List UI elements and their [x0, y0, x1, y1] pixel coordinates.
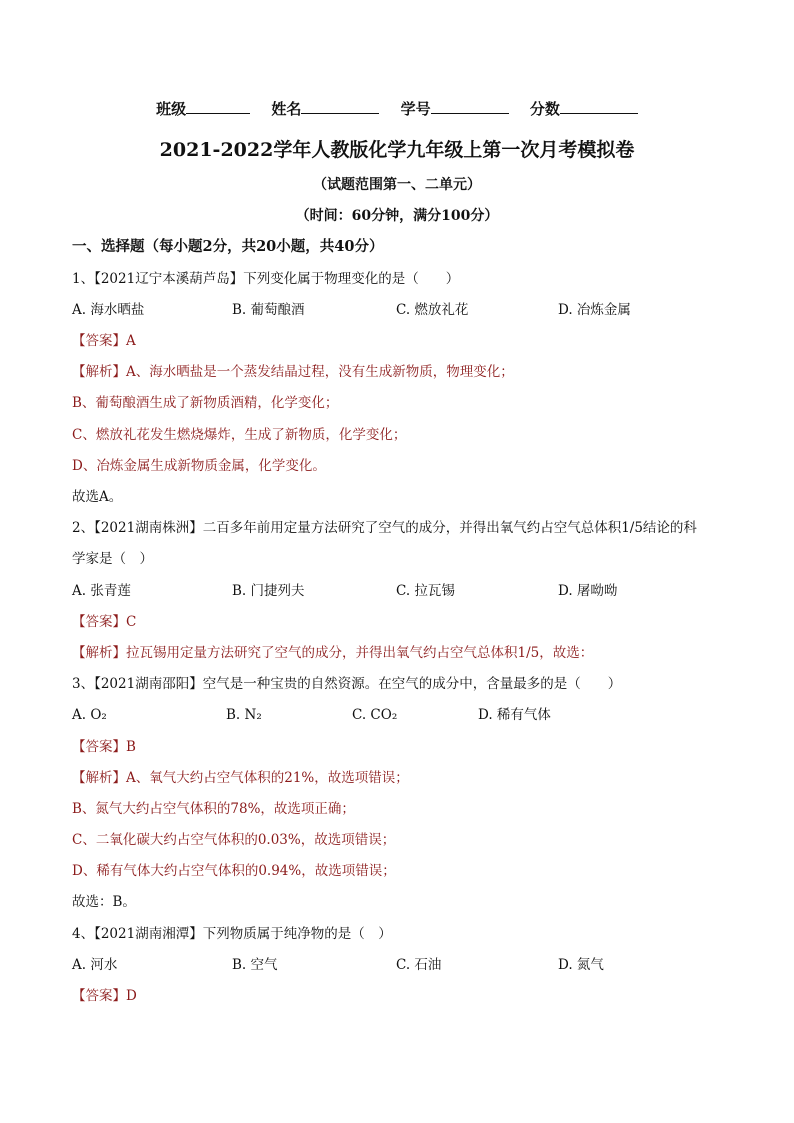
student-info-line	[0, 98, 794, 119]
exam-scope: （试题范围第一、二单元）	[313, 177, 481, 193]
question-3-analysis-line: 故选：B。	[72, 894, 136, 910]
question-4-stem: 4、【2021湖南湘潭】下列物质属于纯净物的是（ ）	[72, 926, 392, 942]
question-2-stem: 2、【2021湖南株洲】二百多年前用定量方法研究了空气的成分，并得出氧气约占空气总体积1/5结论的科	[72, 520, 697, 536]
score-field	[530, 100, 638, 118]
question-4-option-c: C. 石油	[396, 957, 442, 973]
section-heading: 一、选择题（每小题2分，共20小题，共40分）	[72, 238, 384, 255]
name-blank[interactable]	[301, 99, 379, 114]
exam-time: （时间：60分钟，满分100分）	[295, 208, 499, 224]
question-1-option-b: B. 葡萄酿酒	[232, 302, 305, 318]
score-label: 分数	[529, 100, 560, 118]
question-3-analysis-line: 【解析】A、氧气大约占空气体积的21%，故选项错误；	[72, 770, 409, 786]
name-field	[271, 100, 379, 118]
question-4-answer: 【答案】D	[72, 988, 137, 1004]
question-2-option-d: D. 屠呦呦	[558, 583, 618, 599]
class-label: 班级	[156, 100, 187, 118]
question-3-option-b: B. N₂	[226, 707, 262, 723]
exam-title: 2021-2022学年人教版化学九年级上第一次月考模拟卷	[159, 139, 635, 161]
question-1-option-c: C. 燃放礼花	[396, 302, 469, 318]
question-3-stem: 3、【2021湖南邵阳】空气是一种宝贵的自然资源。在空气的成分中，含量最多的是（ ）	[72, 676, 622, 692]
question-2-answer: 【答案】C	[72, 614, 137, 630]
question-3-option-d: D. 稀有气体	[478, 707, 551, 723]
question-1-option-d: D. 冶炼金属	[558, 302, 631, 318]
question-1-analysis-line: 故选A。	[72, 489, 123, 505]
question-1-stem: 1、【2021辽宁本溪葫芦岛】下列变化属于物理变化的是（ ）	[72, 271, 460, 287]
question-2-option-b: B. 门捷列夫	[232, 583, 305, 599]
question-4-option-b: B. 空气	[232, 957, 278, 973]
question-2-option-a: A. 张青莲	[72, 583, 131, 599]
student-id-field	[401, 100, 509, 118]
question-3-answer: 【答案】B	[72, 739, 136, 755]
question-2-stem-continued: 学家是（ ）	[72, 551, 153, 567]
question-4-option-a: A. 河水	[72, 957, 118, 973]
question-3-option-a: A. O₂	[72, 707, 107, 723]
question-2-analysis: 【解析】拉瓦锡用定量方法研究了空气的成分，并得出氧气约占空气总体积1/5，故选：	[72, 645, 594, 661]
student-id-label: 学号	[400, 100, 431, 118]
class-field	[156, 100, 250, 118]
question-1-answer: 【答案】A	[72, 333, 136, 349]
question-1-analysis-line: 【解析】A、海水晒盐是一个蒸发结晶过程，没有生成新物质，物理变化；	[72, 364, 514, 380]
question-1-analysis-line: B、葡萄酿酒生成了新物质酒精，化学变化；	[72, 395, 339, 411]
score-blank[interactable]	[560, 99, 638, 114]
question-3-analysis-line: D、稀有气体大约占空气体积的0.94%，故选项错误；	[72, 863, 396, 879]
question-3-analysis-line: C、二氧化碳大约占空气体积的0.03%，故选项错误；	[72, 832, 396, 848]
question-1-analysis-line: D、冶炼金属生成新物质金属，化学变化。	[72, 458, 326, 474]
question-3-analysis-line: B、氮气大约占空气体积的78%，故选项正确；	[72, 801, 355, 817]
student-id-blank[interactable]	[431, 99, 509, 114]
question-1-option-a: A. 海水晒盐	[72, 302, 145, 318]
question-3-option-c: C. CO₂	[352, 707, 398, 723]
name-label: 姓名	[271, 100, 302, 118]
question-1-analysis-line: C、燃放礼花发生燃烧爆炸，生成了新物质，化学变化；	[72, 427, 407, 443]
question-4-option-d: D. 氮气	[558, 957, 604, 973]
class-blank[interactable]	[186, 99, 250, 114]
question-2-option-c: C. 拉瓦锡	[396, 583, 455, 599]
